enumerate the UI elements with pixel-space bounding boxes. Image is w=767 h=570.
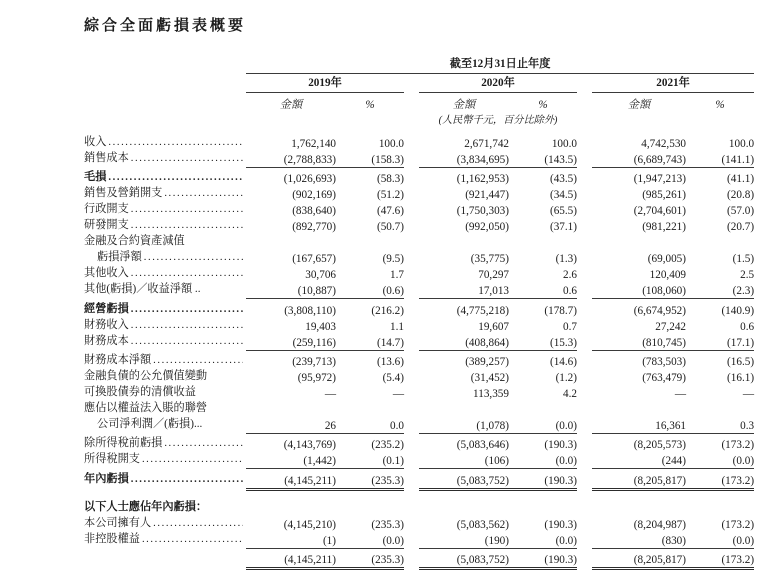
row-label <box>84 282 246 298</box>
cell-value: (190.3) <box>509 472 577 490</box>
cell-value: (235.3) <box>371 519 404 531</box>
cell-value: (992,050) <box>465 221 509 233</box>
dot-leader <box>131 302 243 317</box>
row-label-text: 銷售成本 <box>84 152 129 164</box>
cell-value: (235.3) <box>336 472 404 490</box>
cell-value: (1) <box>246 532 336 549</box>
table-row <box>84 500 754 516</box>
column-gap <box>577 218 592 234</box>
cell-value: — <box>674 388 686 400</box>
table-row <box>84 135 754 151</box>
column-gap <box>577 472 592 490</box>
cell-value: (3,834,695) <box>419 151 509 168</box>
table-row <box>84 266 754 282</box>
column-gap <box>577 266 592 282</box>
cell-value: (3,808,110) <box>284 305 336 317</box>
row-label-text: 公司淨利潤／(虧損)... <box>97 418 203 430</box>
dot-leader <box>131 151 243 166</box>
row-label-text: 非控股權益 <box>84 533 140 545</box>
column-gap <box>404 266 419 282</box>
row-label <box>84 170 246 186</box>
row-label <box>84 234 246 250</box>
cell-value: 0.6 <box>509 282 577 299</box>
column-gap <box>404 334 419 351</box>
cell-value: 100.0 <box>551 138 577 150</box>
cell-value: (41.1) <box>727 173 755 185</box>
row-label-text: 所得稅開支 <box>84 453 140 465</box>
cell-value: 26 <box>246 417 336 434</box>
column-gap <box>577 353 592 369</box>
cell-value: (51.2) <box>376 189 404 201</box>
year-header-2020: 2020年 <box>419 74 577 93</box>
row-label <box>84 500 246 516</box>
row-label-text: 金融及合約資產減值 <box>84 235 185 247</box>
cell-value: 0.6 <box>740 321 755 333</box>
cell-value: (0.0) <box>336 532 404 549</box>
row-label <box>84 353 246 369</box>
cell-value: (763,479) <box>642 372 686 384</box>
column-gap <box>577 282 592 299</box>
cell-value: (0.0) <box>686 452 754 469</box>
cell-value: (4,143,769) <box>283 439 336 451</box>
column-gap <box>577 250 592 266</box>
dot-leader <box>153 353 243 368</box>
table-body <box>84 128 754 569</box>
cell-value: 1.1 <box>390 321 404 333</box>
cell-value: (981,221) <box>642 221 686 233</box>
cell-value: (17.1) <box>686 334 754 351</box>
column-gap <box>404 417 419 434</box>
cell-value: (13.6) <box>376 356 404 368</box>
column-gap <box>577 202 592 218</box>
cell-value: — <box>324 388 336 400</box>
column-gap <box>404 436 419 452</box>
table-row <box>84 151 754 168</box>
row-label-text: 行政開支 <box>84 203 129 215</box>
column-gap <box>577 334 592 351</box>
cell-value: (1.3) <box>555 253 577 265</box>
row-label-text: 財務收入 <box>84 319 129 331</box>
cell-value: (65.5) <box>549 205 577 217</box>
cell-value: (5,083,752) <box>419 551 509 569</box>
row-label-text: 以下人士應佔年內虧損： <box>84 501 208 513</box>
cell-value: 1.7 <box>390 269 404 281</box>
cell-value: (143.5) <box>509 151 577 168</box>
cell-value: (239,713) <box>292 356 336 368</box>
column-gap <box>577 135 592 151</box>
cell-value: (1,750,303) <box>456 205 509 217</box>
cell-value: (14.7) <box>336 334 404 351</box>
column-gap <box>404 302 419 318</box>
cell-value: (141.1) <box>686 151 754 168</box>
cell-value: (259,116) <box>246 334 336 351</box>
cell-value: (2.3) <box>686 282 754 299</box>
cell-value: 113,359 <box>473 388 509 400</box>
percent-header: % <box>365 99 375 111</box>
cell-value: — <box>392 388 404 400</box>
row-label-text: 財務成本淨額 <box>84 354 152 366</box>
cell-value: 100.0 <box>728 138 755 150</box>
unit-note: (人民幣千元，百分比除外) <box>438 115 558 126</box>
cell-value: (20.7) <box>727 221 755 233</box>
year-header-2021: 2021年 <box>592 74 754 93</box>
row-label-text: 其他(虧損)／收益淨額 .. <box>84 283 201 295</box>
row-label <box>84 202 246 218</box>
column-gap <box>577 551 592 569</box>
cell-value: (2,704,601) <box>633 205 686 217</box>
cell-value: 30,706 <box>305 269 336 281</box>
row-label <box>84 186 246 202</box>
cell-value: (235.3) <box>336 551 404 569</box>
cell-value: (37.1) <box>549 221 577 233</box>
page-title: 綜合全面虧損表概要 <box>84 18 247 34</box>
table-row <box>84 282 754 299</box>
row-label <box>84 385 246 401</box>
row-label <box>84 218 246 234</box>
cell-value: 70,297 <box>478 269 509 281</box>
column-gap <box>404 318 419 334</box>
column-gap <box>404 452 419 469</box>
dot-leader <box>108 135 243 150</box>
cell-value: 120,409 <box>649 269 686 281</box>
cell-value: (108,060) <box>592 282 686 299</box>
year-header-2019: 2019年 <box>246 74 404 93</box>
cell-value: (31,452) <box>470 372 509 384</box>
cell-value: (5,083,646) <box>456 439 509 451</box>
row-label <box>84 135 246 151</box>
column-gap <box>404 551 419 569</box>
cell-value: (15.3) <box>509 334 577 351</box>
period-header-row <box>84 55 754 74</box>
column-gap <box>404 218 419 234</box>
cell-value: (178.7) <box>544 305 577 317</box>
cell-value: (9.5) <box>382 253 404 265</box>
year-header-row <box>84 74 754 93</box>
cell-value: (10,887) <box>246 282 336 299</box>
column-gap <box>404 369 419 385</box>
row-label <box>84 452 246 468</box>
cell-value: (106) <box>419 452 509 469</box>
dot-leader <box>144 250 243 265</box>
table-row <box>84 401 754 417</box>
cell-value: (35,775) <box>470 253 509 265</box>
cell-value: (140.9) <box>721 305 755 317</box>
cell-value: (69,005) <box>647 253 686 265</box>
row-label <box>84 302 246 318</box>
cell-value: (6,689,743) <box>592 151 686 168</box>
cell-value: (4,775,218) <box>456 305 509 317</box>
row-label-text: 本公司擁有人 <box>84 517 152 529</box>
row-label-text: 金融負債的公允價值變動 <box>84 370 208 382</box>
cell-value: 2.5 <box>740 269 755 281</box>
cell-value: (47.6) <box>376 205 404 217</box>
cell-value: 0.3 <box>686 417 754 434</box>
table-row <box>84 452 754 469</box>
dot-leader <box>164 436 243 451</box>
row-label <box>84 417 246 433</box>
row-label-text: 財務成本 <box>84 335 129 347</box>
row-label-text: 研發開支 <box>84 219 129 231</box>
column-gap <box>577 151 592 168</box>
cell-value: (95,972) <box>297 372 336 384</box>
row-label-text: 銷售及營銷開支 <box>84 187 163 199</box>
column-gap <box>404 250 419 266</box>
unit-note-row <box>84 112 754 128</box>
cell-value: 2,671,742 <box>464 138 509 150</box>
dot-leader <box>131 266 243 281</box>
table-row <box>84 532 754 549</box>
dot-leader <box>131 334 243 349</box>
column-gap <box>404 532 419 549</box>
table-row <box>84 551 754 569</box>
cell-value: (1,026,693) <box>283 173 336 185</box>
column-gap <box>577 516 592 532</box>
column-gap <box>577 170 592 186</box>
percent-header: % <box>538 99 548 111</box>
column-gap <box>577 186 592 202</box>
cell-value: (2,788,833) <box>246 151 336 168</box>
cell-value: 27,242 <box>655 321 686 333</box>
cell-value: (57.0) <box>727 205 755 217</box>
table-row <box>84 516 754 532</box>
table-row <box>84 334 754 351</box>
cell-value: (1,162,953) <box>456 173 509 185</box>
comprehensive-loss-table <box>84 55 754 570</box>
cell-value: (216.2) <box>371 305 404 317</box>
column-gap <box>577 436 592 452</box>
row-label <box>84 532 246 548</box>
dot-leader <box>108 170 243 185</box>
cell-value: (4,145,211) <box>246 551 336 569</box>
row-label-text: 毛損 <box>84 171 107 183</box>
column-gap <box>577 302 592 318</box>
cell-value: (1.5) <box>732 253 755 265</box>
cell-value: 1,762,140 <box>291 138 336 150</box>
table-row <box>84 318 754 334</box>
cell-value: (158.3) <box>336 151 404 168</box>
column-gap <box>404 385 419 401</box>
cell-value: (5.4) <box>382 372 404 384</box>
cell-value: (190.3) <box>544 439 577 451</box>
cell-value: 4.2 <box>563 388 577 400</box>
column-gap <box>404 186 419 202</box>
row-label <box>84 516 246 532</box>
row-label-text: 可換股債券的清償收益 <box>84 386 196 398</box>
cell-value: (20.8) <box>727 189 755 201</box>
cell-value: 2.6 <box>563 269 577 281</box>
cell-value: (892,770) <box>292 221 336 233</box>
row-label-text: 其他收入 <box>84 267 129 279</box>
dot-leader <box>142 532 243 547</box>
column-gap <box>577 385 592 401</box>
column-gap <box>404 282 419 299</box>
column-gap <box>577 369 592 385</box>
dot-leader <box>131 202 243 217</box>
cell-value: (8,205,817) <box>592 551 686 569</box>
cell-value: (5,083,562) <box>456 519 509 531</box>
cell-value: 4,742,530 <box>641 138 686 150</box>
cell-value: (830) <box>592 532 686 549</box>
cell-value: (50.7) <box>376 221 404 233</box>
cell-value: 16,361 <box>592 417 686 434</box>
cell-value: (190.3) <box>509 551 577 569</box>
cell-value: (985,261) <box>642 189 686 201</box>
cell-value: — <box>742 388 755 400</box>
dot-leader <box>142 452 243 467</box>
cell-value: 0.0 <box>336 417 404 434</box>
cell-value: (244) <box>592 452 686 469</box>
table-row <box>84 369 754 385</box>
row-label-text: 收入 <box>84 136 107 148</box>
amount-header: 金額 <box>452 99 476 111</box>
cell-value: (921,447) <box>465 189 509 201</box>
column-gap <box>577 532 592 549</box>
cell-value: (190.3) <box>544 519 577 531</box>
table-row <box>84 186 754 202</box>
row-label <box>84 266 246 282</box>
cell-value: (838,640) <box>292 205 336 217</box>
row-label-text: 除所得稅前虧損 <box>84 437 163 449</box>
cell-value: (173.2) <box>721 439 755 451</box>
table-row <box>84 234 754 250</box>
cell-value: (58.3) <box>376 173 404 185</box>
cell-value: (0.0) <box>509 452 577 469</box>
row-label <box>84 151 246 167</box>
percent-header: % <box>715 99 725 111</box>
row-label-text: 虧損淨額 <box>97 251 142 263</box>
cell-value: 100.0 <box>378 138 404 150</box>
cell-value: (389,257) <box>465 356 509 368</box>
column-gap <box>404 472 419 490</box>
cell-value: (173.2) <box>686 472 754 490</box>
row-label <box>84 436 246 452</box>
cell-value: (8,205,573) <box>633 439 686 451</box>
cell-value: (5,083,752) <box>419 472 509 490</box>
table-row <box>84 417 754 434</box>
cell-value: (408,864) <box>419 334 509 351</box>
row-label <box>84 401 246 417</box>
dot-leader <box>131 472 243 487</box>
cell-value: (810,745) <box>592 334 686 351</box>
cell-value: (0.6) <box>336 282 404 299</box>
table-row <box>84 250 754 266</box>
row-label <box>84 334 246 350</box>
table-row <box>84 385 754 401</box>
table-row <box>84 170 754 186</box>
cell-value: (34.5) <box>549 189 577 201</box>
cell-value: (8,205,817) <box>592 472 686 490</box>
cell-value: 0.7 <box>563 321 577 333</box>
cell-value: (1,442) <box>246 452 336 469</box>
row-label <box>84 472 246 488</box>
row-label <box>84 318 246 334</box>
column-gap <box>404 151 419 168</box>
cell-value: (16.1) <box>727 372 755 384</box>
column-gap <box>404 170 419 186</box>
cell-value: (235.2) <box>371 439 404 451</box>
cell-value: (783,503) <box>642 356 686 368</box>
cell-value: (4,145,210) <box>283 519 336 531</box>
cell-value: (167,657) <box>292 253 336 265</box>
row-label <box>84 369 246 385</box>
cell-value: (0.0) <box>509 532 577 549</box>
cell-value: (4,145,211) <box>246 472 336 490</box>
column-gap <box>404 353 419 369</box>
table-row <box>84 218 754 234</box>
cell-value: (0.0) <box>686 532 754 549</box>
cell-value: (1,078) <box>419 417 509 434</box>
cell-value: 17,013 <box>419 282 509 299</box>
column-gap <box>404 202 419 218</box>
table-row <box>84 202 754 218</box>
table-row <box>84 353 754 369</box>
column-header-row <box>84 93 754 113</box>
row-label-text: 經營虧損 <box>84 303 129 315</box>
row-label <box>84 551 246 567</box>
cell-value: 19,403 <box>305 321 336 333</box>
cell-value: (43.5) <box>549 173 577 185</box>
cell-value: (902,169) <box>292 189 336 201</box>
cell-value: (6,674,952) <box>633 305 686 317</box>
cell-value: (173.2) <box>721 519 755 531</box>
cell-value: (14.6) <box>549 356 577 368</box>
amount-header: 金額 <box>627 99 651 111</box>
cell-value: (1.2) <box>555 372 577 384</box>
row-label <box>84 250 246 266</box>
row-label-text: 年內虧損 <box>84 473 129 485</box>
cell-value: (190) <box>419 532 509 549</box>
cell-value: (1,947,213) <box>633 173 686 185</box>
dot-leader <box>153 516 243 531</box>
spacer-row <box>84 490 754 501</box>
row-label-text: 應佔以權益法入賬的聯營 <box>84 402 208 414</box>
cell-value: (8,204,987) <box>633 519 686 531</box>
period-header: 截至12月31日止年度 <box>246 55 754 74</box>
column-gap <box>577 417 592 434</box>
dot-leader <box>131 318 243 333</box>
dot-leader <box>164 186 243 201</box>
column-gap <box>577 452 592 469</box>
table-row <box>84 472 754 490</box>
cell-value: (0.1) <box>336 452 404 469</box>
spacer-row <box>84 128 754 135</box>
dot-leader <box>131 218 243 233</box>
amount-header: 金額 <box>279 99 303 111</box>
cell-value: 19,607 <box>478 321 509 333</box>
table-row <box>84 302 754 318</box>
column-gap <box>404 135 419 151</box>
column-gap <box>577 318 592 334</box>
cell-value: (16.5) <box>727 356 755 368</box>
table-row <box>84 436 754 452</box>
column-gap <box>404 516 419 532</box>
cell-value: (0.0) <box>509 417 577 434</box>
cell-value: (173.2) <box>686 551 754 569</box>
